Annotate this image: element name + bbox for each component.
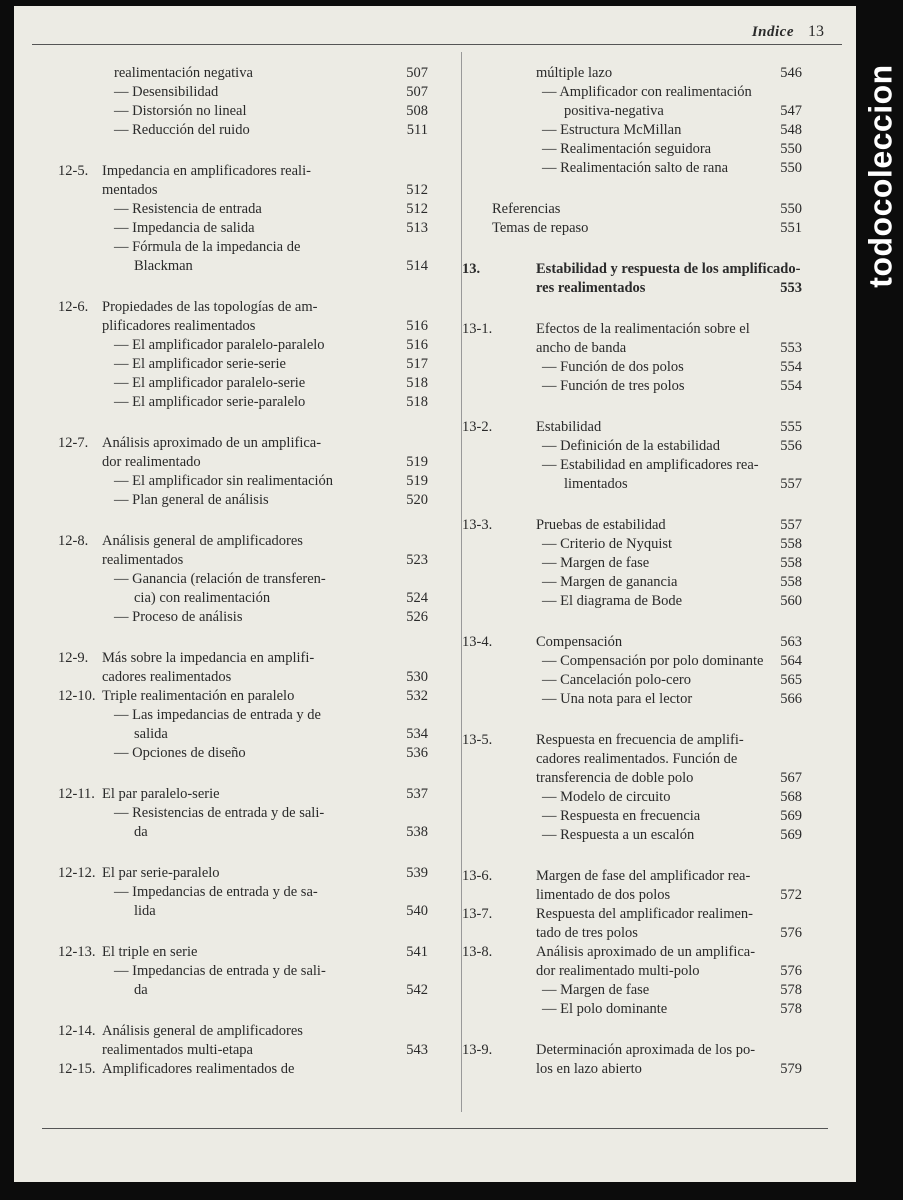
entry-page-number: 541 (406, 944, 428, 960)
entry-title: múltiple lazo (536, 65, 613, 81)
section-number: 12-8. (58, 533, 89, 549)
entry-title: Respuesta del amplificador realimen- (536, 906, 754, 922)
section-number: 12-7. (58, 435, 89, 451)
entry-page-number: 553 (780, 280, 802, 296)
section-number: 13-5. (462, 732, 493, 748)
watermark-text: todocoleccion (862, 64, 898, 288)
toc-entry (58, 102, 428, 121)
entry-page-number: 534 (406, 726, 428, 742)
toc-entry (58, 744, 428, 763)
toc-entry (462, 358, 802, 377)
toc-entry (462, 456, 802, 475)
toc-entry (58, 317, 428, 336)
entry-page-number: 566 (780, 691, 802, 707)
entry-page-number: 532 (406, 688, 428, 704)
entry-title: — Impedancias de entrada y de sa- (114, 884, 318, 900)
entry-title: Respuesta en frecuencia de amplifi- (536, 732, 744, 748)
entry-page-number: 572 (780, 887, 802, 903)
toc-entry (58, 374, 428, 393)
entry-page-number: 518 (406, 394, 428, 410)
entry-page-number: 555 (780, 419, 802, 435)
entry-title: — Reducción del ruido (114, 122, 250, 138)
entry-title: — Función de tres polos (542, 378, 685, 394)
toc-entry (462, 219, 802, 238)
entry-title: — Margen de ganancia (542, 574, 678, 590)
entry-title: Referencias (492, 201, 561, 217)
toc-entry (462, 671, 802, 690)
entry-title: Blackman (134, 258, 193, 274)
entry-title: — Desensibilidad (114, 84, 219, 100)
entry-title: los en lazo abierto (536, 1061, 642, 1077)
toc-entry (58, 355, 428, 374)
entry-title: positiva-negativa (564, 103, 664, 119)
entry-title: Análisis general de amplificadores (102, 1023, 303, 1039)
entry-page-number: 517 (406, 356, 428, 372)
toc-entry (58, 238, 428, 257)
entry-page-number: 569 (780, 827, 802, 843)
entry-page-number: 537 (406, 786, 428, 802)
entry-page-number: 507 (406, 65, 428, 81)
section-number: 13-3. (462, 517, 493, 533)
toc-entry (58, 589, 428, 608)
entry-page-number: 568 (780, 789, 802, 805)
entry-page-number: 530 (406, 669, 428, 685)
entry-title: — Respuesta a un escalón (542, 827, 695, 843)
toc-entry (58, 257, 428, 276)
entry-title: El triple en serie (102, 944, 198, 960)
toc-entry (58, 962, 428, 981)
toc-entry (58, 162, 428, 181)
toc-entry (58, 453, 428, 472)
toc-entry (58, 181, 428, 200)
section-number: 12-13. (58, 944, 96, 960)
entry-title: cadores realimentados. Función de (536, 751, 738, 767)
entry-page-number: 519 (406, 454, 428, 470)
entry-title: — Respuesta en frecuencia (542, 808, 701, 824)
entry-title: — Impedancias de entrada y de sali- (114, 963, 326, 979)
entry-page-number: 546 (780, 65, 802, 81)
entry-title: realimentación negativa (114, 65, 253, 81)
entry-title: lida (134, 903, 156, 919)
entry-title: — El diagrama de Bode (542, 593, 683, 609)
entry-page-number: 547 (780, 103, 802, 119)
book-page (14, 6, 856, 1182)
entry-title: — Opciones de diseño (114, 745, 246, 761)
toc-entry (58, 608, 428, 627)
entry-page-number: 551 (780, 220, 802, 236)
entry-title: Impedancia en amplificadores reali- (102, 163, 311, 179)
entry-title: — El amplificador serie-paralelo (114, 394, 306, 410)
entry-page-number: 540 (406, 903, 428, 919)
toc-entry (58, 1060, 428, 1079)
section-number: 13. (462, 261, 481, 277)
toc-entry (58, 1041, 428, 1060)
entry-page-number: 554 (780, 359, 802, 375)
entry-page-number: 556 (780, 438, 802, 454)
toc-entry (462, 769, 802, 788)
entry-title: — Distorsión no lineal (114, 103, 247, 119)
entry-page-number: 558 (780, 555, 802, 571)
toc-entry (58, 1022, 428, 1041)
toc-entry (462, 554, 802, 573)
left-column-toc (58, 64, 428, 1079)
toc-entry (462, 140, 802, 159)
entry-title: limentados (564, 476, 628, 492)
entry-title: realimentados (102, 552, 184, 568)
entry-title: — El amplificador serie-serie (114, 356, 286, 372)
entry-page-number: 507 (406, 84, 428, 100)
entry-page-number: 526 (406, 609, 428, 625)
entry-title: — El amplificador paralelo-serie (114, 375, 306, 391)
entry-title: Temas de repaso (492, 220, 589, 236)
entry-page-number: 536 (406, 745, 428, 761)
entry-title: — Resistencias de entrada y de sali- (114, 805, 325, 821)
entry-title: Compensación (536, 634, 623, 650)
entry-title: — Las impedancias de entrada y de (114, 707, 321, 723)
entry-title: salida (134, 726, 168, 742)
toc-entry (58, 668, 428, 687)
toc-entry (58, 687, 428, 706)
toc-entry (462, 633, 802, 652)
section-number: 13-9. (462, 1042, 493, 1058)
toc-entry (58, 219, 428, 238)
section-number: 12-9. (58, 650, 89, 666)
toc-entry (58, 491, 428, 510)
toc-entry (58, 551, 428, 570)
entry-title: dor realimentado (102, 454, 201, 470)
entry-title: — Margen de fase (542, 982, 650, 998)
entry-title: cia) con realimentación (134, 590, 271, 606)
entry-title: Efectos de la realimentación sobre el (536, 321, 750, 337)
entry-page-number: 560 (780, 593, 802, 609)
toc-entry (462, 905, 802, 924)
toc-entry (462, 200, 802, 219)
entry-title: El par paralelo-serie (102, 786, 220, 802)
entry-page-number: 523 (406, 552, 428, 568)
entry-title: limentado de dos polos (536, 887, 671, 903)
toc-entry (462, 750, 802, 769)
entry-page-number: 578 (780, 1001, 802, 1017)
toc-entry (58, 200, 428, 219)
entry-page-number: 542 (406, 982, 428, 998)
entry-title: — Estructura McMillan (542, 122, 682, 138)
entry-title: Estabilidad y respuesta de los amplificado- (536, 261, 801, 277)
entry-page-number: 550 (780, 201, 802, 217)
toc-entry (58, 981, 428, 1000)
entry-page-number: 578 (780, 982, 802, 998)
entry-page-number: 518 (406, 375, 428, 391)
toc-entry (462, 1000, 802, 1019)
toc-entry (462, 475, 802, 494)
toc-entry (462, 981, 802, 1000)
entry-title: realimentados multi-etapa (102, 1042, 253, 1058)
entry-title: res realimentados (536, 280, 646, 296)
section-number: 12-5. (58, 163, 89, 179)
section-number: 13-7. (462, 906, 493, 922)
entry-page-number: 557 (780, 517, 802, 533)
entry-title: da (134, 824, 148, 840)
toc-entry (462, 535, 802, 554)
entry-page-number: 557 (780, 476, 802, 492)
toc-entry (462, 418, 802, 437)
watermark (858, 6, 903, 346)
entry-page-number: 508 (406, 103, 428, 119)
entry-title: — Definición de la estabilidad (542, 438, 720, 454)
toc-entry (462, 886, 802, 905)
entry-title: — Fórmula de la impedancia de (114, 239, 301, 255)
entry-page-number: 579 (780, 1061, 802, 1077)
toc-entry (58, 649, 428, 668)
entry-title: Análisis general de amplificadores (102, 533, 303, 549)
toc-entry (462, 159, 802, 178)
entry-title: plificadores realimentados (102, 318, 256, 334)
toc-entry (58, 64, 428, 83)
entry-page-number: 565 (780, 672, 802, 688)
toc-entry (462, 867, 802, 886)
toc-entry (462, 437, 802, 456)
toc-entry (462, 339, 802, 358)
entry-title: — El amplificador paralelo-paralelo (114, 337, 325, 353)
entry-title: — Criterio de Nyquist (542, 536, 673, 552)
entry-title: Triple realimentación en paralelo (102, 688, 295, 704)
toc-entry (462, 652, 802, 671)
entry-title: — El polo dominante (542, 1001, 668, 1017)
toc-entry (58, 472, 428, 491)
entry-title: Determinación aproximada de los po- (536, 1042, 756, 1058)
toc-entry (462, 592, 802, 611)
toc-entry (58, 943, 428, 962)
toc-entry (58, 83, 428, 102)
toc-entry (462, 924, 802, 943)
entry-page-number: 550 (780, 160, 802, 176)
toc-entry (58, 785, 428, 804)
entry-title: — Ganancia (relación de transferen- (114, 571, 326, 587)
toc-entry (462, 826, 802, 845)
toc-entry (462, 121, 802, 140)
entry-page-number: 554 (780, 378, 802, 394)
entry-page-number: 538 (406, 824, 428, 840)
entry-title: — Modelo de circuito (542, 789, 671, 805)
toc-entry (58, 823, 428, 842)
entry-page-number: 563 (780, 634, 802, 650)
toc-entry (462, 943, 802, 962)
section-number: 13-8. (462, 944, 493, 960)
entry-page-number: 550 (780, 141, 802, 157)
right-column-toc (462, 64, 802, 1079)
toc-entry (462, 573, 802, 592)
entry-page-number: 548 (780, 122, 802, 138)
entry-title: — Realimentación salto de rana (542, 160, 729, 176)
entry-page-number: 514 (406, 258, 428, 274)
footer-rule (42, 1128, 828, 1129)
entry-title: Amplificadores realimentados de (102, 1061, 295, 1077)
entry-title: El par serie-paralelo (102, 865, 220, 881)
entry-page-number: 553 (780, 340, 802, 356)
section-number: 12-11. (58, 786, 95, 802)
entry-title: — Compensación por polo dominante (542, 653, 764, 669)
toc-entry (462, 516, 802, 535)
entry-page-number: 516 (406, 318, 428, 334)
entry-title: — Función de dos polos (542, 359, 684, 375)
entry-title: — Estabilidad en amplificadores rea- (542, 457, 759, 473)
entry-page-number: 569 (780, 808, 802, 824)
toc-entry (58, 393, 428, 412)
entry-title: transferencia de doble polo (536, 770, 694, 786)
entry-page-number: 567 (780, 770, 802, 786)
section-number: 13-4. (462, 634, 493, 650)
toc-entry (58, 883, 428, 902)
entry-page-number: 512 (406, 201, 428, 217)
entry-title: Estabilidad (536, 419, 602, 435)
toc-entry (462, 731, 802, 750)
entry-page-number: 576 (780, 925, 802, 941)
entry-page-number: 511 (406, 122, 428, 138)
toc-entry (58, 336, 428, 355)
entry-title: dor realimentado multi-polo (536, 963, 700, 979)
toc-entry (58, 570, 428, 589)
entry-title: cadores realimentados (102, 669, 232, 685)
toc-entry (462, 64, 802, 83)
entry-page-number: 558 (780, 574, 802, 590)
entry-page-number: 512 (406, 182, 428, 198)
entry-page-number: 516 (406, 337, 428, 353)
toc-entry (58, 902, 428, 921)
section-number: 13-6. (462, 868, 493, 884)
section-number: 13-2. (462, 419, 493, 435)
toc-entry (462, 1060, 802, 1079)
entry-title: Más sobre la impedancia en amplifi- (102, 650, 315, 666)
toc-entry (58, 725, 428, 744)
entry-title: — Amplificador con realimentación (542, 84, 752, 100)
section-number: 12-10. (58, 688, 96, 704)
entry-title: — Una nota para el lector (542, 691, 693, 707)
entry-page-number: 519 (406, 473, 428, 489)
entry-title: — Proceso de análisis (114, 609, 243, 625)
entry-page-number: 539 (406, 865, 428, 881)
toc-entry (462, 320, 802, 339)
entry-title: — Impedancia de salida (114, 220, 255, 236)
toc-entry (58, 434, 428, 453)
entry-page-number: 513 (406, 220, 428, 236)
toc-entry (58, 532, 428, 551)
toc-entry (58, 706, 428, 725)
entry-title: Análisis aproximado de un amplifica- (102, 435, 322, 451)
entry-title: — Plan general de análisis (114, 492, 269, 508)
entry-title: — Resistencia de entrada (114, 201, 262, 217)
section-number: 12-15. (58, 1061, 96, 1077)
toc-entry (462, 807, 802, 826)
toc-entry (58, 121, 428, 140)
section-number: 12-14. (58, 1023, 96, 1039)
entry-title: — El amplificador sin realimentación (114, 473, 334, 489)
toc-entry (462, 962, 802, 981)
entry-title: Análisis aproximado de un amplifica- (536, 944, 756, 960)
toc-entry (58, 864, 428, 883)
toc-entry (58, 804, 428, 823)
toc-entry (462, 260, 802, 279)
entry-title: ancho de banda (536, 340, 627, 356)
entry-page-number: 520 (406, 492, 428, 508)
entry-title: — Realimentación seguidora (542, 141, 712, 157)
entry-title: mentados (102, 182, 158, 198)
entry-title: Margen de fase del amplificador rea- (536, 868, 751, 884)
entry-page-number: 564 (780, 653, 802, 669)
entry-title: tado de tres polos (536, 925, 638, 941)
entry-page-number: 558 (780, 536, 802, 552)
running-title: Indice (751, 24, 794, 40)
entry-title: Pruebas de estabilidad (536, 517, 666, 533)
entry-title: Propiedades de las topologías de am- (102, 299, 318, 315)
section-number: 13-1. (462, 321, 493, 337)
entry-title: — Margen de fase (542, 555, 650, 571)
entry-title: da (134, 982, 148, 998)
toc-entry (462, 102, 802, 121)
section-number: 12-6. (58, 299, 89, 315)
page-number: 13 (808, 23, 824, 40)
toc-entry (462, 1041, 802, 1060)
toc-entry (462, 690, 802, 709)
toc-entry (462, 377, 802, 396)
page-header (32, 20, 842, 45)
toc-entry (462, 83, 802, 102)
entry-page-number: 524 (406, 590, 428, 606)
toc-entry (58, 298, 428, 317)
entry-page-number: 576 (780, 963, 802, 979)
section-number: 12-12. (58, 865, 96, 881)
entry-title: — Cancelación polo-cero (542, 672, 691, 688)
entry-page-number: 543 (406, 1042, 428, 1058)
toc-entry (462, 279, 802, 298)
toc-entry (462, 788, 802, 807)
